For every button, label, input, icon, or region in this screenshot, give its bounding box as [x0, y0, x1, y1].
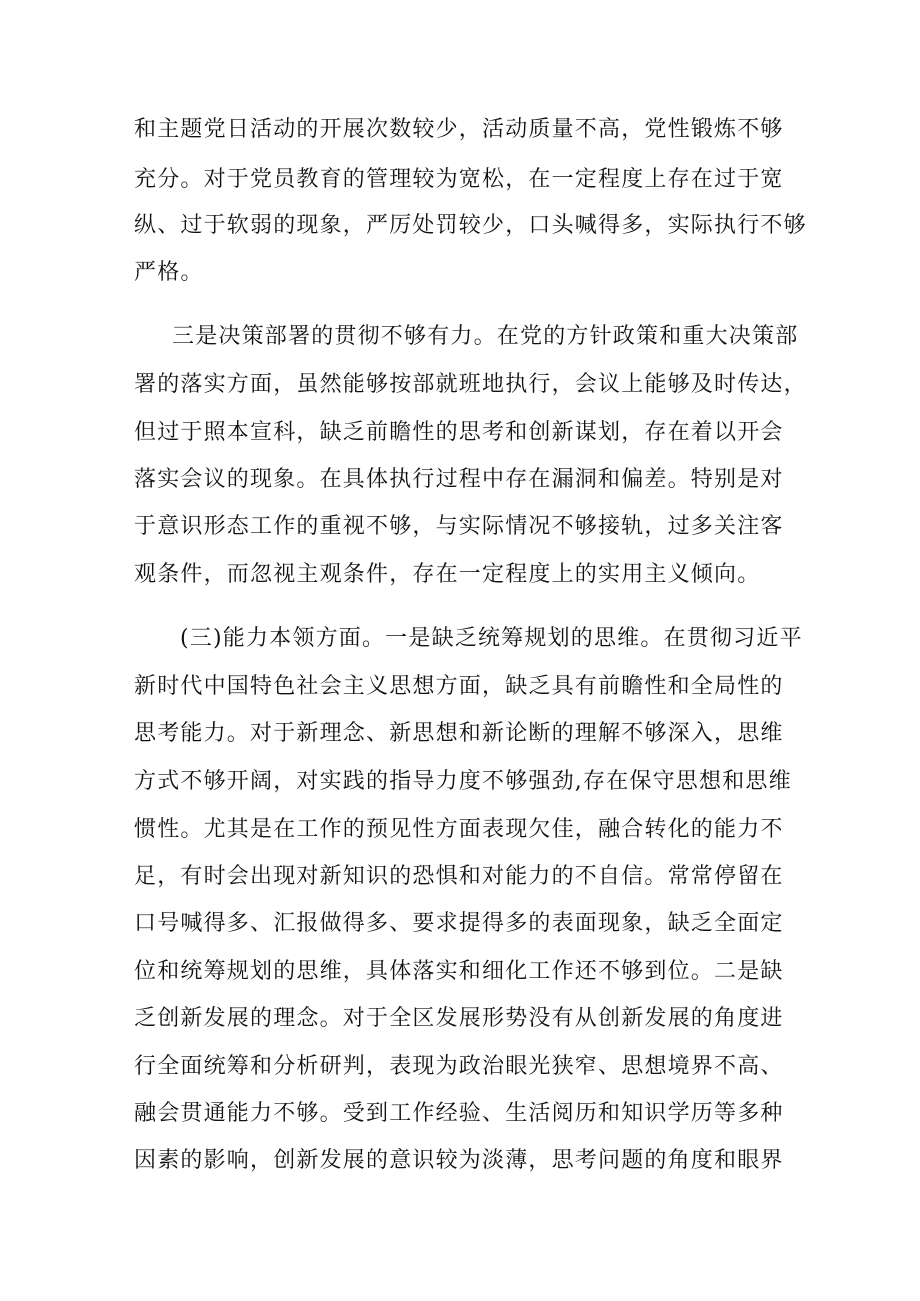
- text-line: 署的落实方面，虽然能够按部就班地执行，会议上能够及时传达，: [134, 372, 807, 397]
- text-line: 三是决策部署的贯彻不够有力。在党的方针政策和重大决策部: [172, 324, 799, 349]
- text-line: 口号喊得多、汇报做得多、要求提得多的表面现象，缺乏全面定: [134, 911, 784, 936]
- text-line: 惯性。尤其是在工作的预见性方面表现欠佳，融合转化的能力不: [134, 817, 784, 842]
- text-line: 乏创新发展的理念。对于全区发展形势没有从创新发展的角度进: [134, 1006, 784, 1031]
- text-line: 因素的影响，创新发展的意识较为淡薄，思考问题的角度和眼界: [134, 1148, 784, 1173]
- text-line: 位和统筹规划的思维，具体落实和细化工作还不够到位。二是缺: [134, 959, 784, 984]
- text-line: 但过于照本宣科，缺乏前瞻性的思考和创新谋划，存在着以开会: [134, 420, 784, 445]
- text-line: 充分。对于党员教育的管理较为宽松，在一定程度上存在过于宽: [134, 167, 784, 192]
- text-line: 方式不够开阔，对实践的指导力度不够强劲,存在保守思想和思维: [134, 769, 792, 794]
- text-line: 落实会议的现象。在具体执行过程中存在漏洞和偏差。特别是对: [134, 467, 784, 492]
- text-line: 和主题党日活动的开展次数较少，活动质量不高，党性锻炼不够: [134, 117, 784, 142]
- text-line: 观条件，而忽视主观条件，存在一定程度上的实用主义倾向。: [134, 562, 761, 587]
- text-line: 严格。: [134, 260, 204, 285]
- text-line: 足，有时会出现对新知识的恐惧和对能力的不自信。常常停留在: [134, 864, 784, 889]
- text-line: 融会贯通能力不够。受到工作经验、生活阅历和知识学历等多种: [134, 1101, 784, 1126]
- text-line: 行全面统筹和分析研判，表现为政治眼光狭窄、思想境界不高、: [134, 1054, 784, 1079]
- text-line: 纵、过于软弱的现象，严厉处罚较少，口头喊得多，实际执行不够: [134, 213, 807, 238]
- text-line: 新时代中国特色社会主义思想方面，缺乏具有前瞻性和全局性的: [134, 674, 784, 699]
- text-line: 于意识形态工作的重视不够，与实际情况不够接轨，过多关注客: [134, 514, 784, 539]
- text-line: (三)能力本领方面。一是缺乏统筹规划的思维。在贯彻习近平: [180, 626, 803, 651]
- text-line: 思考能力。对于新理念、新思想和新论断的理解不够深入，思维: [134, 721, 784, 746]
